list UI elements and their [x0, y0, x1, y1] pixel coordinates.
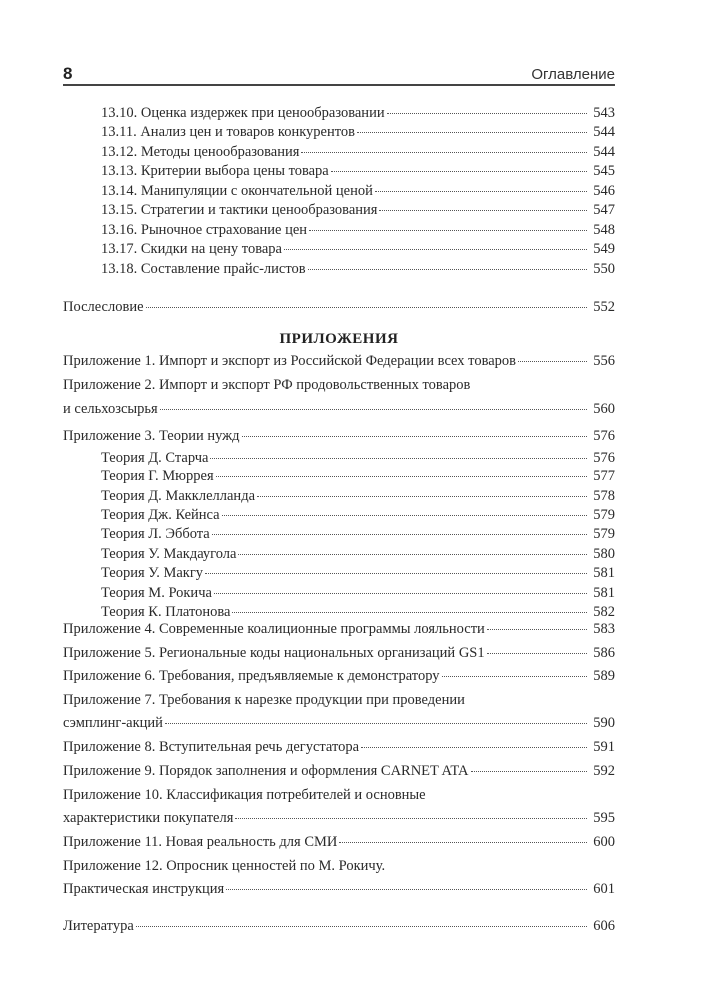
- toc-entry[interactable]: [63, 786, 426, 805]
- toc-entry[interactable]: [101, 487, 615, 506]
- dot-leader: [487, 629, 587, 630]
- toc-entry-title: Теория Л. Эббота: [101, 526, 210, 542]
- dot-leader: [308, 269, 587, 270]
- dot-leader: [284, 249, 587, 250]
- dot-leader: [216, 476, 587, 477]
- toc-entry-page: 601: [593, 881, 615, 897]
- toc-entry-title: Приложение 7. Требования к нарезке продукции при проведении: [63, 692, 465, 708]
- toc-entry-page: 581: [593, 565, 615, 581]
- toc-entry[interactable]: [63, 644, 615, 663]
- toc-entry-title: Приложение 2. Импорт и экспорт РФ продовольственных товаров: [63, 377, 471, 393]
- toc-entry-title: Приложение 6. Требования, предъявляемые к демонстратору: [63, 668, 440, 684]
- toc-entry-title: 13.15. Стратегии и тактики ценообразования: [101, 202, 378, 218]
- toc-entry-page: 546: [593, 183, 615, 199]
- toc-entry-page: 592: [593, 763, 615, 779]
- section-title: ПРИЛОЖЕНИЯ: [279, 331, 399, 347]
- dot-leader: [387, 113, 587, 114]
- toc-entry-title: Приложение 11. Новая реальность для СМИ: [63, 834, 338, 850]
- toc-entry-title: Послесловие: [63, 299, 144, 315]
- toc-entry-page: 560: [593, 401, 615, 417]
- toc-entry-page: 576: [593, 428, 615, 444]
- toc-entry-page: 544: [593, 124, 615, 140]
- toc-entry-title: Приложение 5. Региональные коды национальных организаций GS1: [63, 645, 485, 661]
- toc-entry-title: Приложение 4. Современные коалиционные программы лояльности: [63, 621, 485, 637]
- toc-entry-page: 576: [593, 450, 615, 466]
- toc-entry-page: 600: [593, 834, 615, 850]
- toc-entry-page: 606: [593, 918, 615, 934]
- toc-entry-title: Приложение 8. Вступительная речь дегустатора: [63, 739, 360, 755]
- toc-entry-title: Теория М. Рокича: [101, 585, 212, 601]
- toc-entry-page: 548: [593, 222, 615, 238]
- toc-entry[interactable]: [63, 857, 385, 876]
- dot-leader: [309, 230, 587, 231]
- toc-entry-page: 595: [593, 810, 615, 826]
- toc-entry[interactable]: [63, 376, 470, 395]
- toc-entry[interactable]: [101, 240, 615, 259]
- toc-entry-page: 577: [593, 468, 615, 484]
- toc-entry-title: Приложение 3. Теории нужд: [63, 428, 240, 444]
- dot-leader: [226, 889, 587, 890]
- toc-entry-page: 590: [593, 715, 615, 731]
- dot-leader: [210, 458, 587, 459]
- toc-entry-page: 544: [593, 144, 615, 160]
- toc-entry-title: Теория Д. Макклелланда: [101, 488, 256, 504]
- toc-entry-page: 579: [593, 526, 615, 542]
- toc-entry[interactable]: [63, 427, 615, 446]
- dot-leader: [214, 593, 587, 594]
- toc-entry-page: 552: [593, 299, 615, 315]
- toc-entry[interactable]: [101, 564, 615, 583]
- toc-entry[interactable]: [63, 400, 615, 419]
- toc-entry[interactable]: [101, 584, 615, 603]
- dot-leader: [361, 747, 587, 748]
- toc-entry[interactable]: [101, 260, 615, 279]
- toc-entry[interactable]: [63, 762, 615, 781]
- toc-entry[interactable]: [63, 833, 615, 852]
- toc-entry-page: 583: [593, 621, 615, 637]
- toc-entry-page: 581: [593, 585, 615, 601]
- dot-leader: [165, 723, 587, 724]
- dot-leader: [442, 676, 587, 677]
- toc-entry[interactable]: [63, 917, 615, 936]
- toc-entry[interactable]: [63, 691, 465, 710]
- toc-entry-page: 582: [593, 604, 615, 620]
- dot-leader: [232, 612, 587, 613]
- dot-leader: [379, 210, 587, 211]
- toc-entry-title: 13.11. Анализ цен и товаров конкурентов: [101, 124, 355, 140]
- dot-leader: [238, 554, 587, 555]
- dot-leader: [301, 152, 587, 153]
- toc-entry-title: Теория У. Макгу: [101, 565, 204, 581]
- dot-leader: [331, 171, 587, 172]
- dot-leader: [471, 771, 588, 772]
- dot-leader: [242, 436, 587, 437]
- dot-leader: [339, 842, 587, 843]
- toc-entry-title: Приложение 1. Импорт и экспорт из Российской Федерации всех товаров: [63, 353, 517, 369]
- toc-entry-page: 580: [593, 546, 615, 562]
- toc-entry-title: 13.10. Оценка издержек при ценообразовании: [101, 105, 385, 121]
- toc-entry-title: 13.14. Манипуляции с окончательной ценой: [101, 183, 373, 199]
- toc-entry[interactable]: [63, 298, 615, 317]
- dot-leader: [375, 191, 587, 192]
- dot-leader: [160, 409, 587, 410]
- toc-entry-title: Теория Д. Старча: [101, 450, 209, 466]
- toc-entry[interactable]: [101, 162, 615, 181]
- dot-leader: [257, 496, 587, 497]
- toc-entry[interactable]: [101, 143, 615, 162]
- dot-leader: [205, 573, 587, 574]
- toc-entry[interactable]: [63, 352, 615, 371]
- toc-entry-title: Теория Г. Мюррея: [101, 468, 214, 484]
- toc-entry-title: Приложение 9. Порядок заполнения и оформления CARNET ATA: [63, 763, 469, 779]
- dot-leader: [518, 361, 587, 362]
- toc-entry[interactable]: [63, 809, 615, 828]
- toc-entry[interactable]: [101, 525, 615, 544]
- dot-leader: [146, 307, 587, 308]
- toc-entry[interactable]: [101, 506, 615, 525]
- toc-entry[interactable]: [101, 123, 615, 142]
- toc-entry-page: 591: [593, 739, 615, 755]
- toc-entry[interactable]: [63, 620, 615, 639]
- toc-entry-page: 545: [593, 163, 615, 179]
- toc-entry-title: 13.18. Составление прайс-листов: [101, 261, 306, 277]
- toc-entry-title: сэмплинг-акций: [63, 715, 163, 731]
- dot-leader: [357, 132, 587, 133]
- dot-leader: [235, 818, 587, 819]
- toc-entry[interactable]: [101, 201, 615, 220]
- toc-entry-title: 13.13. Критерии выбора цены товара: [101, 163, 329, 179]
- dot-leader: [136, 926, 587, 927]
- toc-entry-title: Теория У. Макдаугола: [101, 546, 237, 562]
- header-rule: [63, 84, 615, 86]
- dot-leader: [212, 534, 587, 535]
- toc-entry-page: 543: [593, 105, 615, 121]
- toc-entry-page: 556: [593, 353, 615, 369]
- toc-entry-title: и сельхозсырья: [63, 401, 158, 417]
- toc-entry[interactable]: [63, 667, 615, 686]
- toc-entry-title: Теория К. Платонова: [101, 604, 231, 620]
- toc-entry-page: 589: [593, 668, 615, 684]
- toc-entry[interactable]: [101, 449, 615, 468]
- toc-entry[interactable]: [101, 545, 615, 564]
- toc-entry-title: 13.12. Методы ценообразования: [101, 144, 300, 160]
- toc-entry[interactable]: [101, 221, 615, 240]
- toc-entry-page: 550: [593, 261, 615, 277]
- toc-entry-title: Литература: [63, 918, 134, 934]
- toc-entry-title: 13.16. Рыночное страхование цен: [101, 222, 308, 238]
- toc-entry[interactable]: [101, 104, 615, 123]
- toc-entry-title: Теория Дж. Кейнса: [101, 507, 220, 523]
- dot-leader: [487, 653, 587, 654]
- toc-entry-title: Практическая инструкция: [63, 881, 225, 897]
- toc-entry-title: Приложение 10. Классификация потребителей и основные: [63, 787, 426, 803]
- dot-leader: [222, 515, 587, 516]
- toc-entry[interactable]: [63, 714, 615, 733]
- toc-entry-page: 549: [593, 241, 615, 257]
- page-number: 8: [63, 64, 73, 83]
- toc-entry[interactable]: [101, 182, 615, 201]
- toc-entry-title: Приложение 12. Опросник ценностей по М. Рокичу.: [63, 858, 386, 874]
- toc-entry[interactable]: [63, 738, 615, 757]
- toc-entry-page: 578: [593, 488, 615, 504]
- toc-entry-page: 579: [593, 507, 615, 523]
- toc-entry[interactable]: [101, 467, 615, 486]
- toc-entry-page: 586: [593, 645, 615, 661]
- toc-entry-title: характеристики покупателя: [63, 810, 234, 826]
- toc-entry[interactable]: [63, 880, 615, 899]
- toc-entry-page: 547: [593, 202, 615, 218]
- toc-entry-title: 13.17. Скидки на цену товара: [101, 241, 282, 257]
- running-title: Оглавление: [531, 66, 615, 83]
